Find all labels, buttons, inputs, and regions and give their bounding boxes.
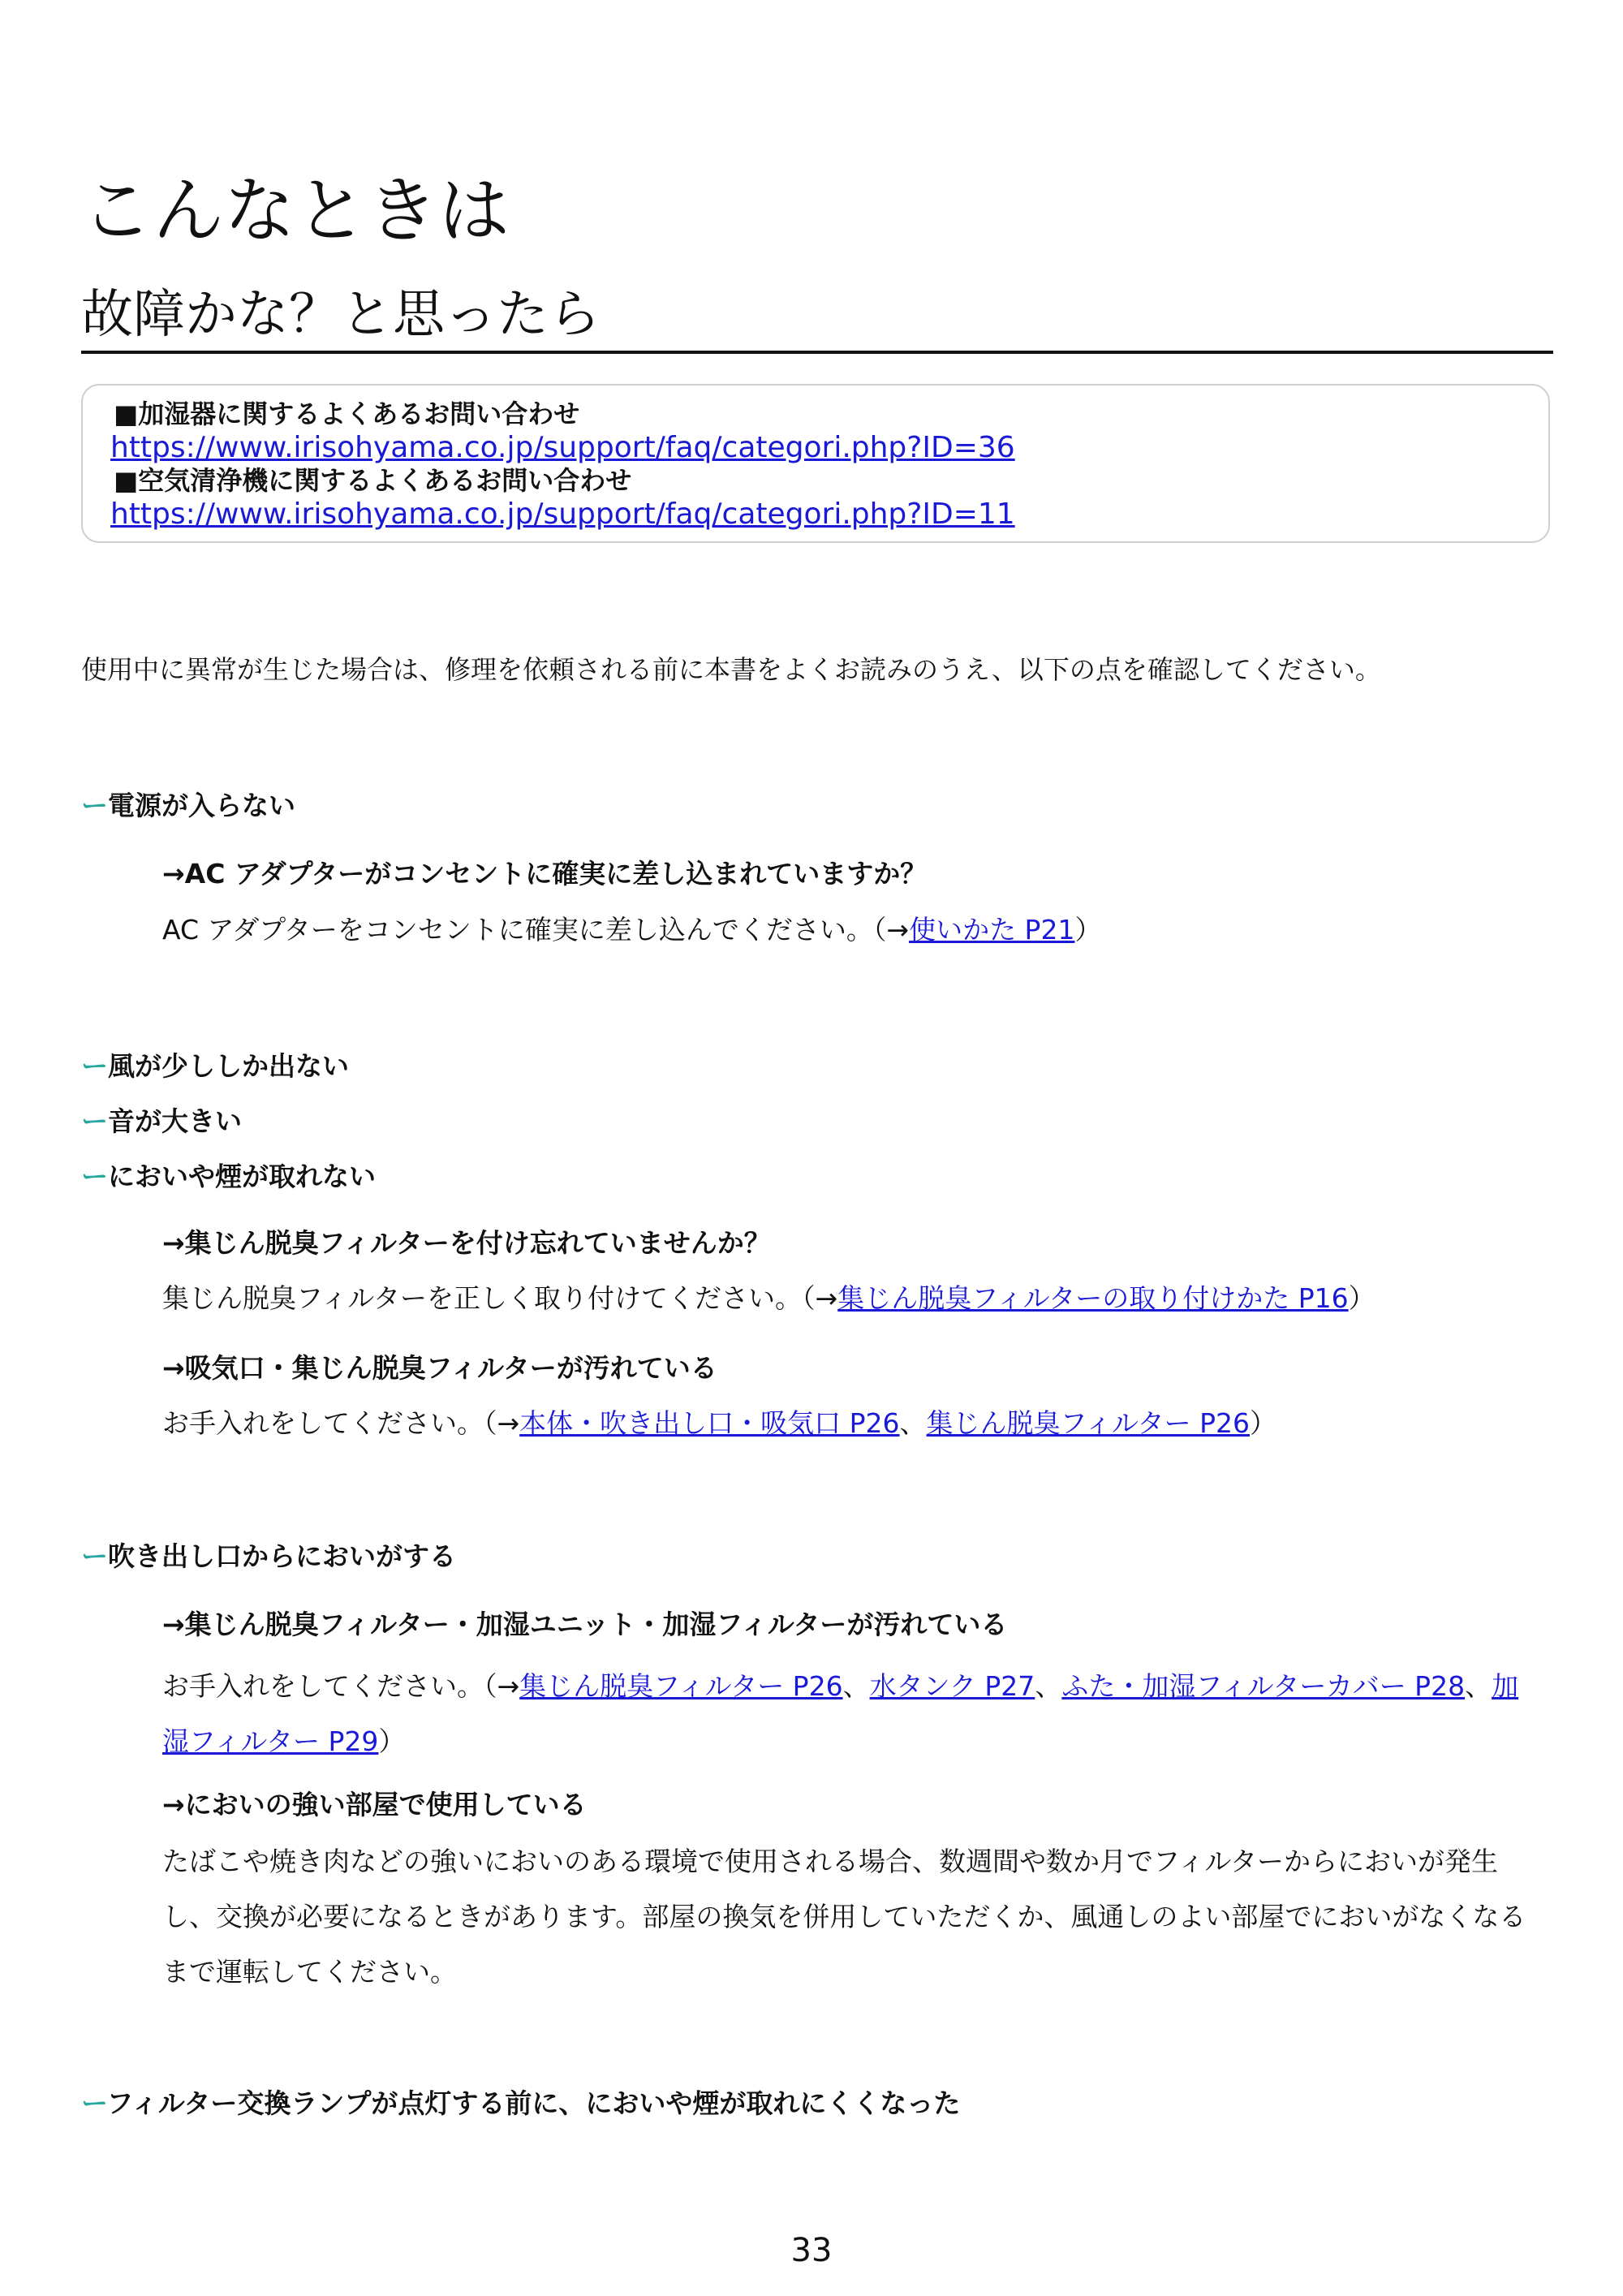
cause-filter-dirty: →吸気口・集じん脱臭フィルターが汚れている <box>162 1352 717 1384</box>
faq-humidifier-label: ■加湿器に関するよくあるお問い合わせ <box>114 398 580 429</box>
separator: 、 <box>899 1407 927 1439</box>
remedy-power <box>162 911 1101 950</box>
separator: 、 <box>1035 1670 1062 1702</box>
remedy-end: ） <box>378 1725 406 1757</box>
faq-purifier-label: ■空気清浄機に関するよくあるお問い合わせ <box>114 465 632 496</box>
symptom-lamp-early <box>81 2086 960 2122</box>
link-body-outlet-intake-p26[interactable]: 本体・吹き出し口・吸気口 P26 <box>519 1407 900 1439</box>
faq-purifier-link[interactable]: https://www.irisohyama.co.jp/support/faq/categori.php?ID=11 <box>110 498 1015 531</box>
remedy-text: お手入れをしてください。（→ <box>162 1670 520 1702</box>
symptom-marker: ー <box>81 790 108 821</box>
remedy-end: ） <box>1074 914 1102 946</box>
page-number: 33 <box>790 2232 833 2269</box>
title-underline <box>81 351 1553 354</box>
symptom-marker: ー <box>81 1050 108 1082</box>
symptom-label: 風が少ししか出ない <box>108 1050 349 1082</box>
section-title: 故障かな？と思ったら <box>81 285 601 345</box>
symptom-marker: ー <box>81 1105 108 1137</box>
cause-units-dirty: →集じん脱臭フィルター・加湿ユニット・加湿フィルターが汚れている <box>162 1609 1008 1640</box>
symptom-power <box>81 788 295 824</box>
symptom-marker: ー <box>81 1540 108 1572</box>
remedy-units-dirty <box>162 1659 1542 1769</box>
remedy-strong-odor-room: たばこや焼き肉などの強いにおいのある環境で使用される場合、数週間や数か月でフィルターからにおいが発生し、交換が必要になるときがあります。部屋の換気を併用していただくか、風通しのよい部屋でにおいがなくなるまで運転してください。 <box>162 1846 1526 1988</box>
link-usage-p21[interactable]: 使いかた P21 <box>909 914 1075 946</box>
cause-power: →AC アダプターがコンセントに確実に差し込まれていますか？ <box>162 858 928 890</box>
cause-strong-odor-room: →においの強い部屋で使用している <box>162 1789 587 1820</box>
symptom-marker: ー <box>81 2087 107 2119</box>
link-filter-install-p16[interactable]: 集じん脱臭フィルターの取り付けかた P16 <box>837 1282 1349 1314</box>
remedy-filter-dirty <box>162 1404 1276 1443</box>
link-water-tank-p27[interactable]: 水タンク P27 <box>869 1670 1035 1702</box>
symptom-odor-smoke <box>81 1159 376 1195</box>
symptom-label: 音が大きい <box>108 1105 242 1137</box>
remedy-end: ） <box>1348 1282 1375 1314</box>
page-title: こんなときは <box>81 169 510 252</box>
remedy-end: ） <box>1249 1407 1276 1439</box>
symptom-loud-noise <box>81 1104 242 1139</box>
remedy-filter-missing <box>162 1279 1375 1318</box>
faq-humidifier-link[interactable]: https://www.irisohyama.co.jp/support/faq/categori.php?ID=36 <box>110 431 1015 464</box>
symptom-label: フィルター交換ランプが点灯する前に、においや煙が取れにくくなった <box>106 2087 961 2119</box>
remedy-text: 集じん脱臭フィルターを正しく取り付けてください。（→ <box>162 1282 838 1314</box>
separator: 、 <box>1465 1670 1492 1702</box>
link-filter-p26[interactable]: 集じん脱臭フィルター P26 <box>926 1407 1250 1439</box>
symptom-label: 吹き出し口からにおいがする <box>108 1540 456 1572</box>
intro-text: 使用中に異常が生じた場合は、修理を依頼される前に本書をよくお読みのうえ、以下の点を確認してください。 <box>81 654 1381 685</box>
symptom-weak-airflow <box>81 1049 349 1084</box>
remedy-text: お手入れをしてください。（→ <box>162 1407 520 1439</box>
symptom-label: 電源が入らない <box>108 790 295 821</box>
separator: 、 <box>842 1670 870 1702</box>
symptom-outlet-odor <box>81 1539 456 1574</box>
symptom-label: においや煙が取れない <box>108 1161 376 1192</box>
link-filter-p26[interactable]: 集じん脱臭フィルター P26 <box>519 1670 843 1702</box>
link-humidifier-filter-p29[interactable]: 加湿フィルター P29 <box>162 1670 1519 1757</box>
link-lid-cover-p28[interactable]: ふた・加湿フィルターカバー P28 <box>1061 1670 1466 1702</box>
remedy-text: AC アダプターをコンセントに確実に差し込んでください。（→ <box>162 914 910 946</box>
cause-filter-missing: →集じん脱臭フィルターを付け忘れていませんか？ <box>162 1227 771 1259</box>
symptom-marker: ー <box>81 1161 108 1192</box>
